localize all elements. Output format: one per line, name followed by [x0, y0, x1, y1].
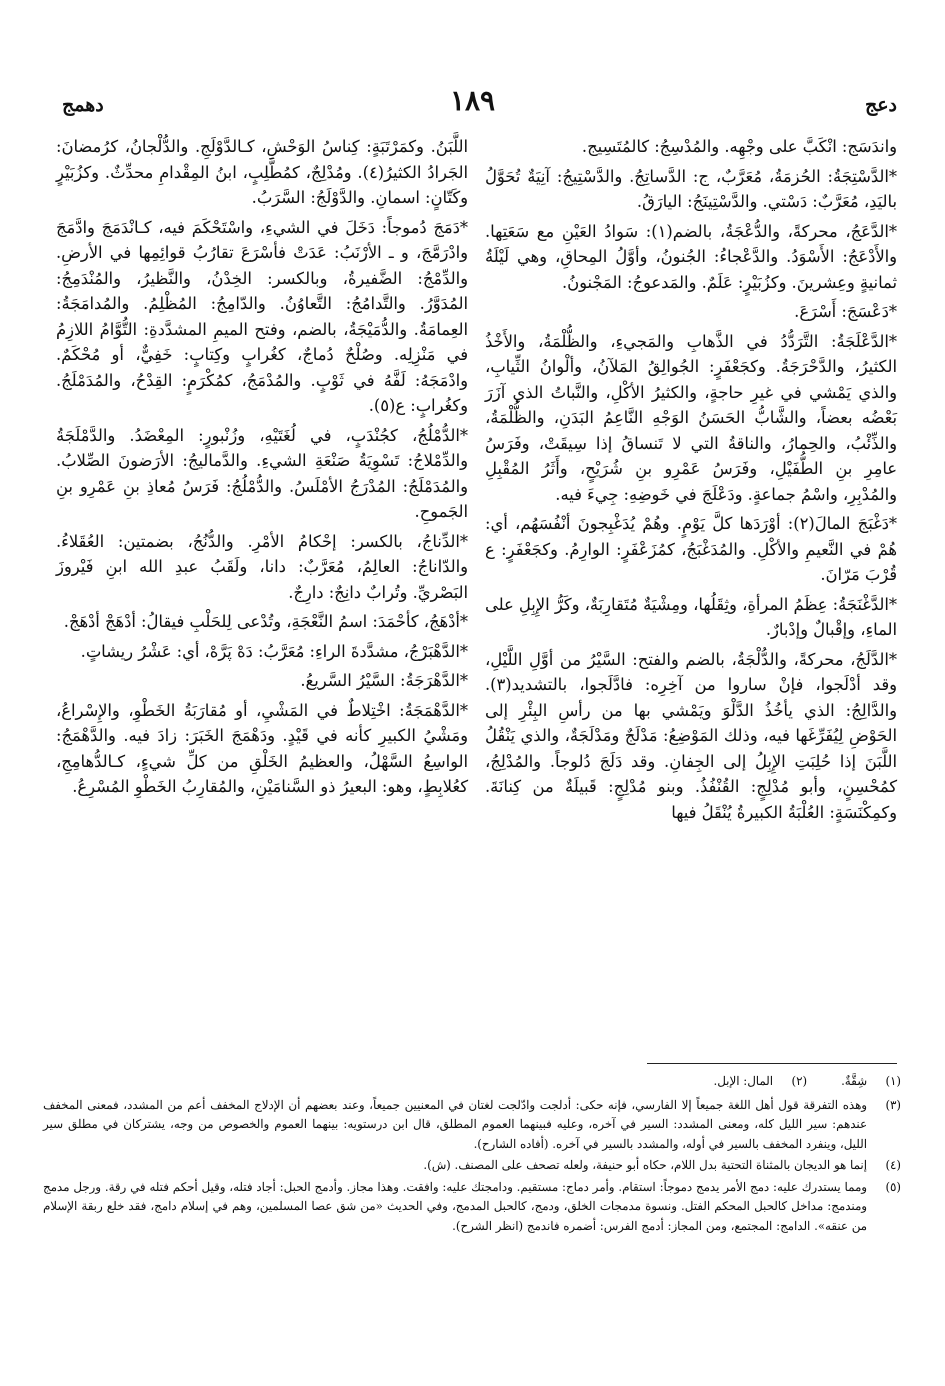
footnote-text: المال: الإبل. [713, 1074, 774, 1088]
footnote-row [43, 1072, 901, 1094]
footnote [43, 1156, 901, 1176]
entry-paragraph: *الدَّسْتِجَةُ: الحُزمَةُ، مُعَرَّبٌ، ج: الدَّساتِجُ. والدَّسْتِيجُ: آنِيَةٌ تُحَوَّلُ باليَدِ، مُعَرَّبٌ: دَسْتي. والدَّسْتِينَجُ: اليارَقُ. [485, 166, 897, 211]
entry-paragraph: *الدَّهْرَجَةُ: السَّيْرُ السَّريعُ. [300, 671, 468, 690]
footnote-number: (٢) [791, 1074, 808, 1088]
entry-paragraph: *دَعْسَجَ: أَسْرَعَ. [794, 302, 897, 321]
footnote-text: شِقَّةٌ. [841, 1074, 867, 1088]
footnote-text: وهذه التفرقة قول أهل اللغة جميعاً إلا الفارسي، فإنه حكى: أدلجت وادّلجت لغتان في المعنيين جميعاً، وعند بعضهم أن الإدلاج المخفف أعم من المشدد، فمعنى المخفف عندهم: سير الليل كله، ومعنى المشدد: السير في آخره، وعليه فبينهما العموم المطلق، قال ابن درستويه: بينهما العموم والخصوص من وجه، يشتركان في مطلق سير الليل، وينفرد المخفف بالسير في أوله، والمشدد بالسير في آخره. (أفاده الشارح). [43, 1097, 867, 1151]
footnote [43, 1096, 901, 1155]
footnote-text: إنما هو الديجان بالمثناة التحتية بدل اللام، حكاه أبو حنيفة، ولعله تصحف على المصنف. (ش). [423, 1158, 867, 1172]
entry-paragraph: *دَغْبَجَ المالَ(٢): أوْرَدَها كلَّ يَوْمٍ. وهُمْ يُدَغْبِجونَ أنْفُسَهُم، أي: هُمْ في النَّعيمِ والأكْلِ. والمُدَغْبَجُ، كمُزَعْفَرٍ: الوارِمُ. وكجَعْفَرٍ: ع قُرْبَ مَرّانَ. [485, 514, 898, 584]
page-header [48, 84, 897, 124]
right-column [485, 134, 897, 829]
footnote-divider [647, 1063, 897, 1064]
header-left-word: دهمج [62, 94, 104, 116]
footnote-number: (٤) [885, 1158, 901, 1172]
entry-paragraph: *الدِّناجُ، بالكسر: إحْكامُ الأمْرِ. والدُّنُجُ، بضمتين: العُقَلاءُ. والدّاناجُ: العالِمُ، مُعَرَّبٌ: دانا، ولَقَبُ عبدِ الله ابنِ فَيْروزَ البَصْريِّ. وتُرابٌ دانِجٌ: دارِجٌ. [56, 531, 468, 602]
entry-paragraph: *الدَّهْمَجَةُ: اخْتِلاطٌ في المَشْيِ، أو مُقارَبَةُ الخَطْوِ، والإِسْراعُ، ومَشْيُ الكبيرِ كأنه في قَيْدٍ. ودَهْمَجَ الخَبَرَ: زادَ فيه. والدَّهْمَجُ: الواسِعُ السَّهْلُ، والعظيمُ الخَلْقِ من كلِّ شيءٍ، كـالدُّهامِجِ، كعُلابِطٍ، وهو: البعيرُ ذو السَّنامَيْنِ، والمُقارِبُ الخَطْوِ المُسْرِعُ. [56, 700, 468, 796]
left-column [56, 134, 468, 804]
footnote-number: (٣) [885, 1097, 901, 1112]
entry-paragraph: واندَسَج: انْكَبَّ على وجْهِه. والمُدْسِجُ: كالمُتَسِيج. [581, 137, 897, 156]
footnote [714, 1072, 808, 1092]
entry-paragraph: *أدْهَجُ، كأحْمَدَ: اسمُ النَّعْجَةِ، وتُدْعى لِلحَلْبِ فيقالُ: أدْهَجْ أدْهَجْ. [63, 612, 468, 631]
entry-paragraph: *الدَّغْنَجَةُ: عِظَمُ المرأةِ، وثِقَلُها، ومِشْيَةٌ مُتَقارِبَةٌ، وكَرُّ الإِبِلِ على الماءِ، وإقْبالٌ وإدْبارٌ. [485, 594, 897, 639]
entry-paragraph: اللَّبَنُ. وكمَرْتَبَةٍ: كِناسُ الوَحْشِ، كـالدَّوْلَجِ. والدُّلْجانُ، كرُمضانَ: الجَرادُ الكثيرُ(٤). ومُدْلِجٌ، كمُطَّلِبٍ، ابنُ المِقْدامِ محدِّثٌ. وكزُبَيْرٍ وكَتّانٍ: اسمانِ. والدَّوْلَجُ: السَّرَبُ. [56, 137, 468, 207]
entry-paragraph: *دَمَجَ دُموجاً: دَخَلَ في الشيءِ، واسْتَحْكَمَ فيه، كـانْدَمَجَ وادَّمَجَ وادْرَمَّجَ، و ـ الأرْنَبُ: عَدَتْ فأسْرَعَ تقارُبُ قوائِمِها في الأرضِ. والدِّمْجُ: الضَّفيرةُ، وبالكسر: الخِدْنُ، والنَّظيرُ، والمُنْدَمِجُ: المُدَوَّرُ. والتَّدامُجُ: التَّعاوُنُ. والدّامِجُ: المُظْلِمُ. والمُدامَجَةُ: العِمامَةُ. والدُّمَيْجَةُ، بالضم، وفتح الميمِ المشدَّدةِ: التُّوَّامُ اللازِمُ في مَنْزِلِه. وصُلْحٌ دُماجٌ، كغُرابٍ وكِتابٍ: خَفِيٌّ، أو مُحْكَمٌ. وادْمَجَهُ: لَفَّهُ في ثَوْبٍ. والمُدْمَجُ، كمُكْرَمٍ: القِدْحُ، والمُدَمْلَجُ. وكغُرابٍ: ع(٥). [56, 217, 468, 415]
entry-paragraph: *الدَّهْبَرْجُ، مشدَّدةَ الراءِ: مُعَرَّبُ: دَهْ پَرَّهْ، أي: عَشْرُ ريشاتٍ. [80, 641, 468, 661]
entry-paragraph: *الدَّلَجُ، محركةً، والدُّلْجَةُ، بالضم والفتح: السَّيْرُ من أوَّلِ اللَّيْلِ، وقد أدْلَجوا، فإنْ ساروا من آخِرِه: فادَّلَجوا، بالتشديد(٣). والدَّالِجُ: الذي يأخُذُ الدَّلْوَ ويَمْشي بها من رأسِ البِئْرِ إلى الحَوْضِ لِيُفَرِّغَها فيه، وذلك المَوْضِعُ: مَدْلَجٌ ومَدْلَجَةٌ، والذي يَنْقُلُ اللَّبَنَ إذا حُلِبَتِ الإِبِلُ إلى الجِفانِ. وقد دَلَجَ دُلوجاً. والمُدْلِجُ، كمُحْسِنٍ، وأبو مُدْلِجٍ: القُنْفُذُ. وبنو مُدْلِجٍ: قَبيلَةٌ من كِنانَةَ. وكمِكْنَسَةٍ: العُلْبَةُ الكبيرةُ يُنْقَلُ فيها [485, 649, 897, 822]
footnote [841, 1072, 901, 1092]
page-number: ١٨٩ [449, 84, 496, 117]
footnote-number: (٥) [885, 1179, 901, 1194]
footnote [43, 1178, 901, 1237]
footnotes [43, 1072, 901, 1238]
header-right-word: دعج [864, 94, 897, 116]
entry-paragraph: *الدُّمْلُجُ، كجُنْدَبٍ، في لُغَتَيْهِ، وزُنْبورٍ: المِعْضَدُ. والدَّمْلَجَةُ والدِّمْلاجُ: تَسْوِيَةُ صَنْعَةِ الشيءِ. والدَّماليجُ: الأرَضونَ الصِّلابُ. والمُدَمْلَجُ: المُدْرَجُ الأمْلَسُ. والدُّمْلُجُ: فَرَسُ مُعاذِ بنِ عَمْرِو بنِ الجَموحِ. [56, 425, 468, 521]
footnote-text: ومما يستدرك عليه: دمج الأمر يدمج دموجاً: استقام. وأمر دماج: مستقيم. ودامجتك عليه: وافقت. وهذا مجاز. وأدمج الحبل: أجاد فتله، وقيل أحكم فتله في رقة. ورجل مدمج ومندمج: مداخل كالحبل المحكم الفتل. ونسوة مدمجات الخلق، ودمج، كالحبل المدمج، وفي الحديث «من شق عصا المسلمين، وهم في إسلام دامج، فقد خلع ربقة الإسلام من عنقه». الدامج: المجتمع، ومن المجاز: أدمج الفرس: أضمره فاندمج (انظر الشرح). [43, 1179, 867, 1233]
entry-paragraph: *الدَّعْلَجَةُ: التَّرَدُّدُ في الذَّهابِ والمَجيءِ، والظُّلْمَةُ، والأَخْذُ الكثيرُ، والدَّحْرَجَةُ. وكجَعْفَرٍ: الجُوالِقُ المَلآنُ، وألْوانُ الثِّيابِ، والذي يَمْشي في غيرِ حاجةٍ، والكثيرُ الأكْلِ، والنَّباتُ الذي آزَرَ بَعْضُه بعضاً، والشَّابُّ الحَسَنُ الوَجْهِ النَّاعِمُ البَدَنِ، والظُّلْمَةُ، والذِّئْبُ، والحِمارُ، والناقةُ التي لا تَنساقُ إذا سِيقَتْ، وفَرَسُ عامِرِ بنِ الطُّفَيْلِ، وفَرَسُ عَمْرِو بنِ شُرَيْحٍ، وأَثَرُ المُقْبِلِ والمُدْبِرِ، واسْمُ جماعةٍ. ودَعْلَجَ في خَوضِهِ: جِيءَ فيه. [485, 331, 897, 504]
entry-paragraph: *الدَّعَجُ، محركةً، والدُّعْجَةُ، بالضم(١): سَوادُ العَيْنِ مع سَعَتِها. والأَدْعَجُ: الأَسْوَدُ. والدَّعْجاءُ: الجُنونُ، وأوَّلُ المِحاقِ، وهي لَيْلَةُ ثمانيةٍ وعِشرينَ. وكزُبَيْرٍ: عَلَمٌ. والمَدعوجُ: المَجْنونُ. [485, 221, 897, 292]
footnote-number: (١) [885, 1074, 901, 1088]
